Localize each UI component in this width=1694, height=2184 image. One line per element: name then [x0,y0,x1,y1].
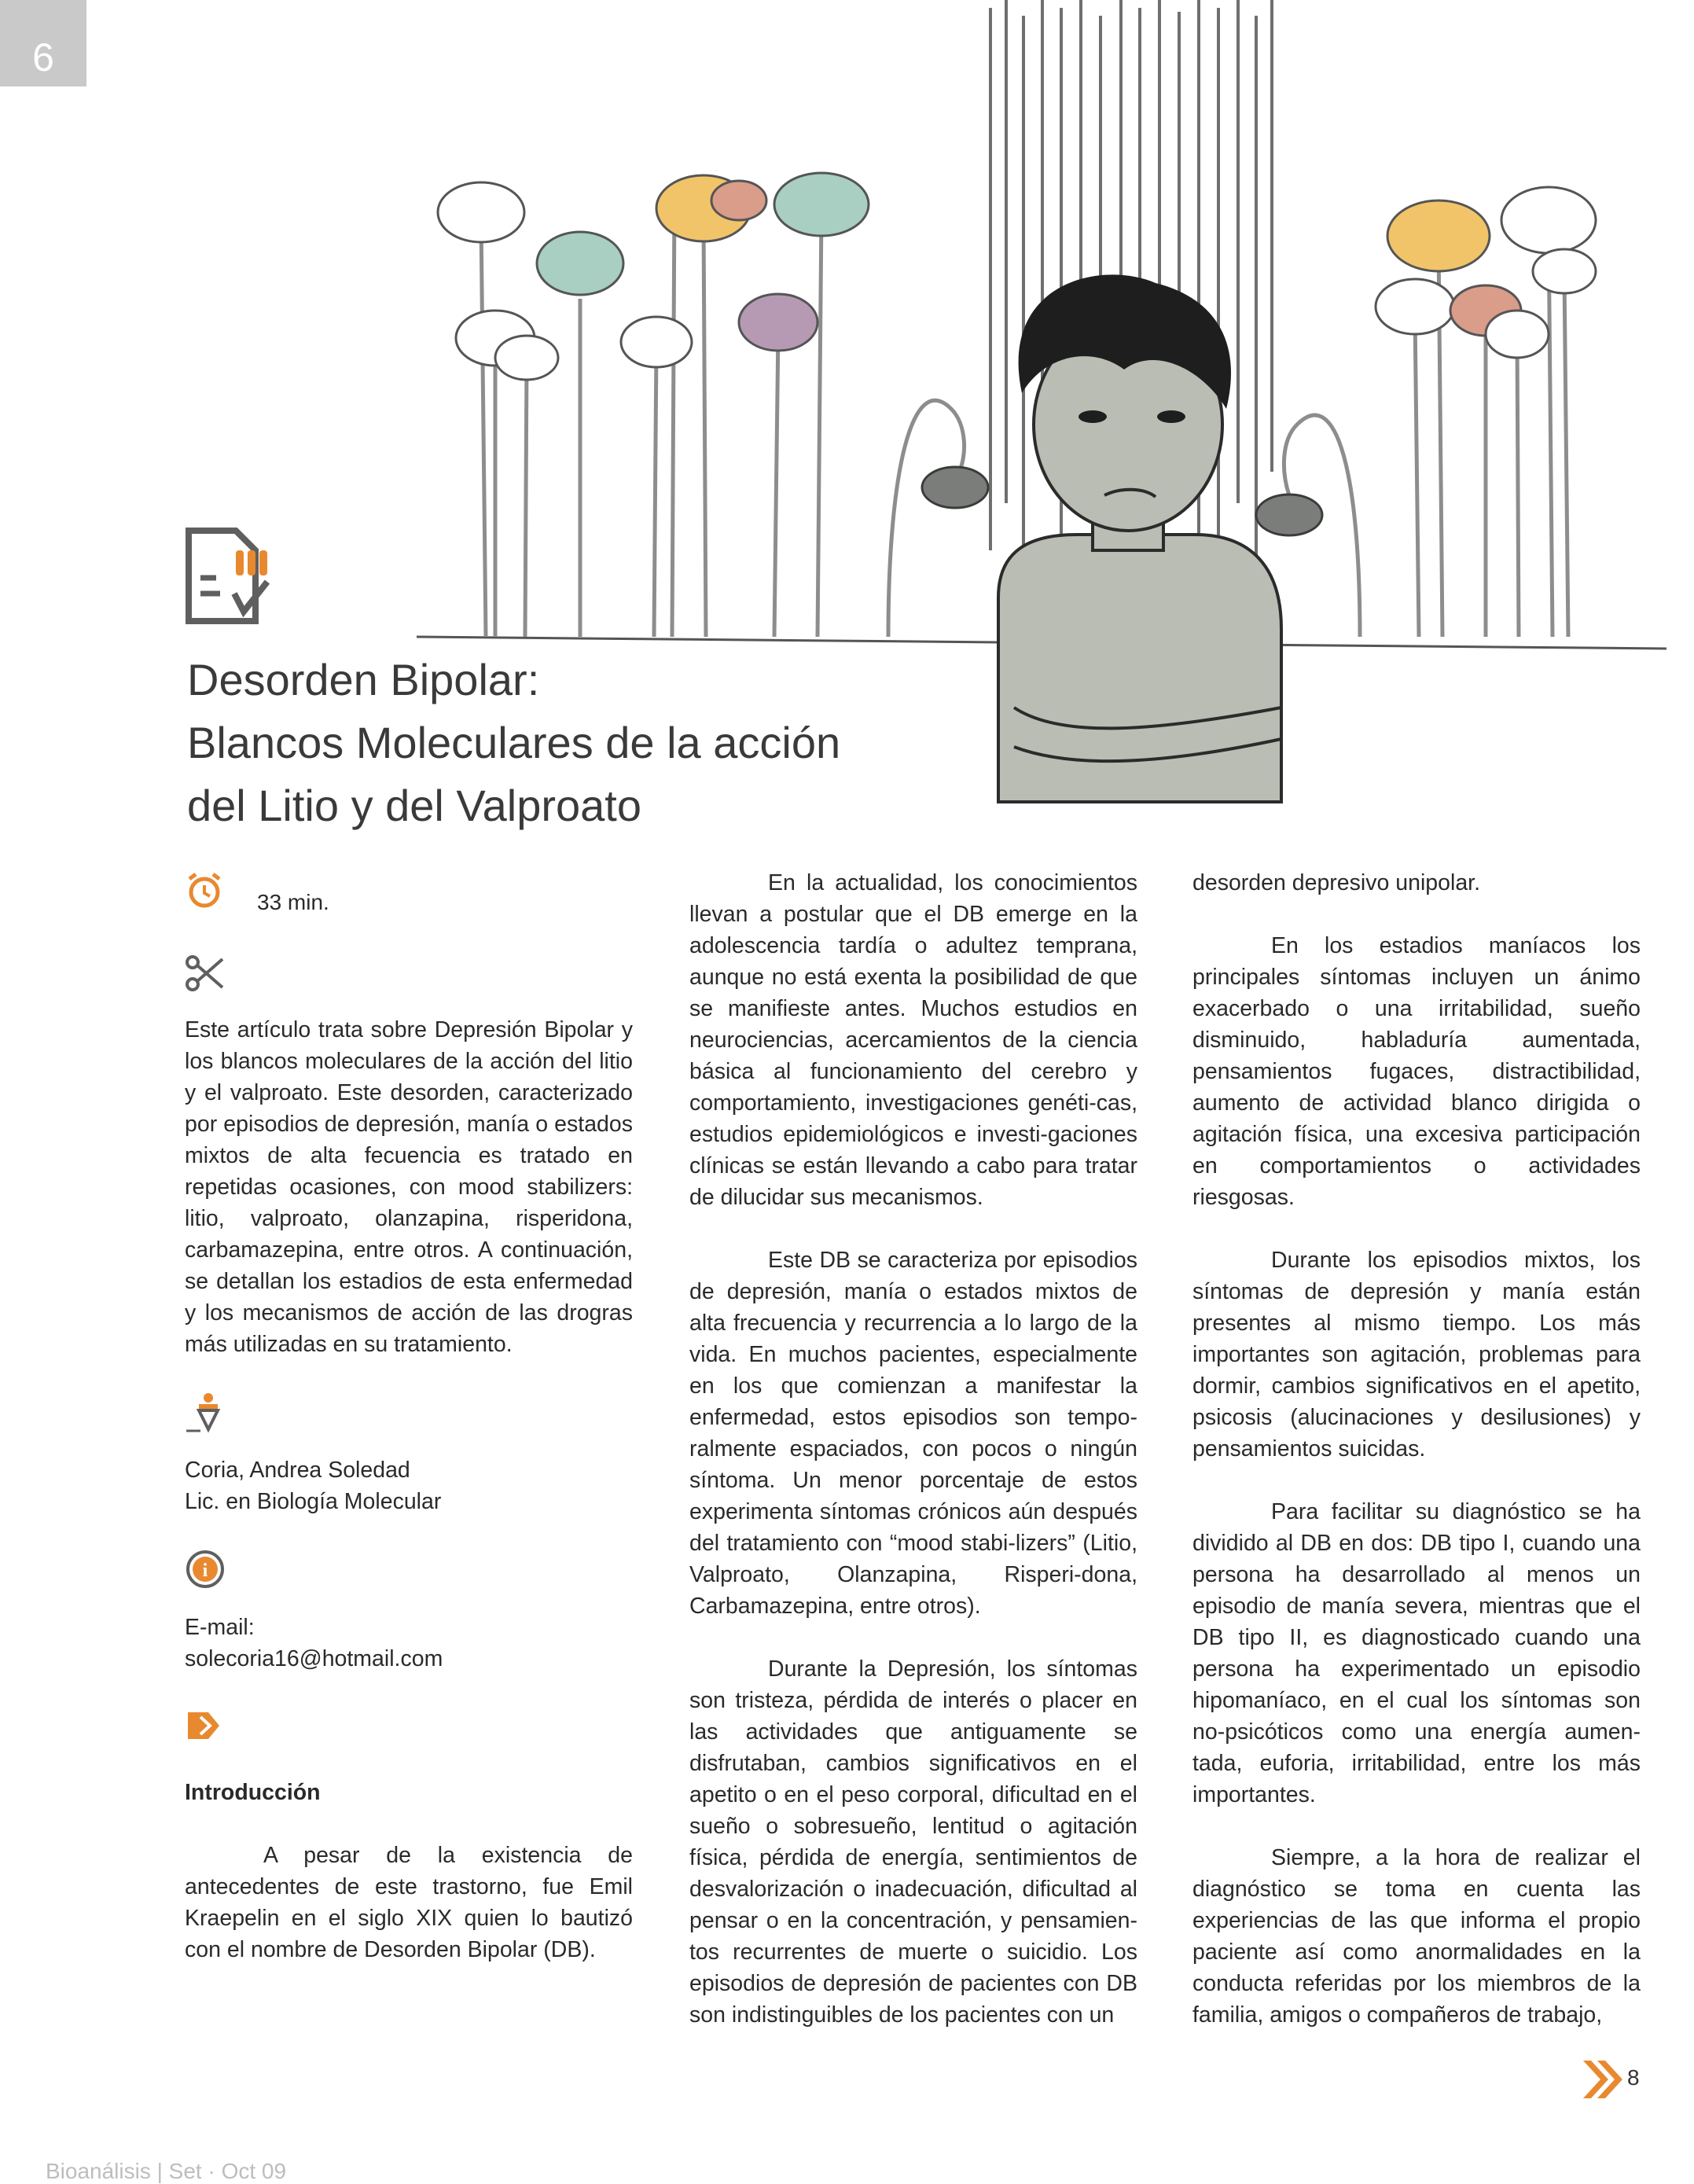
title-line-3: del Litio y del Valproato [187,781,641,830]
paragraph: En los estadios maníacos los principales síntomas incluyen un ánimo exacerbado o una irritabilidad, sueño disminuido, habladuría aumentada, pensamientos fugaces, distractibilidad, aumento de actividad blanco dirigida o agitación física, una excesiva participación en comportamientos o actividades riesgosas. [1192,933,1641,1210]
drooping-stem-left [888,400,965,637]
pen-nib-icon [185,1392,224,1435]
paragraph: Durante la Depresión, los síntomas son tristeza, pérdida de interés o placer en las actividades que antiguamente se disfrutaban, cambios significativos en el apetito o en el peso corporal, dificultad en el sueño o sobresueño, lentitud o agitación física, pérdida de energía, sentimientos de desvalorización o inadecuación, dificultad al pensar o en la concentración, y pensamien-tos recurrentes de muerte o suicidio. Los episodios de depresión de pacientes con DB son indistinguibles de los pacientes con un [689,1656,1137,2028]
flower-heads [438,173,1596,380]
alarm-clock-icon [185,871,224,910]
wilted-flower-left [922,467,988,508]
wilted-flower-right [1256,495,1322,535]
sidebar-column [185,865,633,1997]
email-address[interactable]: solecoria16@hotmail.com [185,1646,443,1671]
arrow-icon [185,1706,224,1745]
email-label: E-mail: [185,1615,255,1640]
article-title [187,649,1012,837]
scissors-row [185,936,633,1014]
intro-heading: Introducción [185,1780,321,1805]
page-tab [0,0,86,86]
title-line-2: Blancos Moleculares de la acción [187,718,841,767]
read-time-row [185,865,633,936]
info-icon-row [185,1549,633,1612]
email-block [185,1612,633,1675]
info-icon [185,1549,226,1590]
page-tab-number: 6 [32,35,54,79]
arrow-icon-row [185,1706,633,1777]
intro-paragraph: A pesar de la existencia de antecedentes de este trastorno, fue Emil Kraepelin en el siglo XIX quien lo bautizó con el nombre de Desorden Bipolar (DB). [185,1843,633,1962]
scissors-icon [185,953,226,994]
author-degree: Lic. en Biología Molecular [185,1489,442,1514]
document-icon [181,519,275,629]
author-name: Coria, Andrea Soledad [185,1458,410,1483]
paragraph: desorden depresivo unipolar. [1192,870,1481,895]
footer-text: Bioanálisis | Set · Oct 09 [46,2159,287,2183]
paragraph: Para facilitar su diagnóstico se ha dividido al DB en dos: DB tipo I, cuando una persona ha desarrollado al menos un episodio de manía severa, mientras que el DB tipo II, es diagnosticado cuando una persona ha experimentado un episodio hipomaníaco, en el cual los síntomas son no-psicóticos como una energía aumen-tada, euforia, irritabilidad, entre los más importantes. [1192,1499,1641,1807]
summary-text: Este artículo trata sobre Depresión Bipolar y los blancos moleculares de la acción del litio y el valproato. Este desorden, caracterizado por episodios de depresión, manía o estados mixtos de alta fecuencia es tratado en repetidas ocasiones, con mood stabilizers: litio, valproato, olanzapina, risperidona, carbamazepina, entre otros. A continuación, se detallan los estadios de esta enfermedad y los mecanismos de acción de las drogras más utilizadas en su tratamiento. [185,1017,633,1357]
title-line-1: Desorden Bipolar: [187,655,540,704]
paragraph: Durante los episodios mixtos, los síntomas de depresión y manía están presentes al mismo tiempo. Los más importantes son agitación, problemas para dormir, cambios significativos en el apetito, psicosis (alucinaciones y desilusiones) y pensamientos suicidas. [1192,1248,1641,1462]
next-page-icon[interactable] [1578,2056,1626,2103]
svg-text:i: i [202,1561,208,1581]
paragraph: Este DB se caracteriza por episodios de depresión, manía o estados mixtos de alta frecuencia y recurrencia a lo largo de la vida. En muchos pacientes, especialmente en los que comienzan a manifestar la enfermedad, estos episodios son tempo-ralmente espaciados, con pocos o ningún síntoma. Un menor porcentaje de estos experimenta síntomas crónicos aún después del tratamiento con “mood stabi-lizers” (Litio, Valproato, Olanzapina, Risperi-dona, Carbamazepina, entre otros). [689,1248,1137,1619]
paragraph: Siempre, a la hora de realizar el diagnóstico se toma en cuenta las experiencias de las que informa el propio paciente así como anormalidades en la conducta referidas por los miembros de la familia, amigos o compañeros de trabajo, [1192,1845,1641,2028]
paragraph: En la actualidad, los conocimientos llevan a postular que el DB emerge en la adolescencia tardía o adultez temprana, aunque no está exenta la posibilidad de que se manifieste antes. Muchos estudios en neurociencias, acercamientos de la ciencia básica al funcionamiento del cerebro y comportamiento, investigaciones genéti-cas, estudios epidemiológicos e investi-gaciones clínicas se están llevando a cabo para tratar de dilucidar sus mecanismos. [689,870,1137,1210]
author-block [185,1454,633,1517]
author-icon-row [185,1392,633,1454]
body-column-2 [689,867,1137,2062]
read-time: 33 min. [257,890,329,914]
body-column-3 [1192,867,1641,2062]
page-number: 8 [1627,2065,1640,2090]
